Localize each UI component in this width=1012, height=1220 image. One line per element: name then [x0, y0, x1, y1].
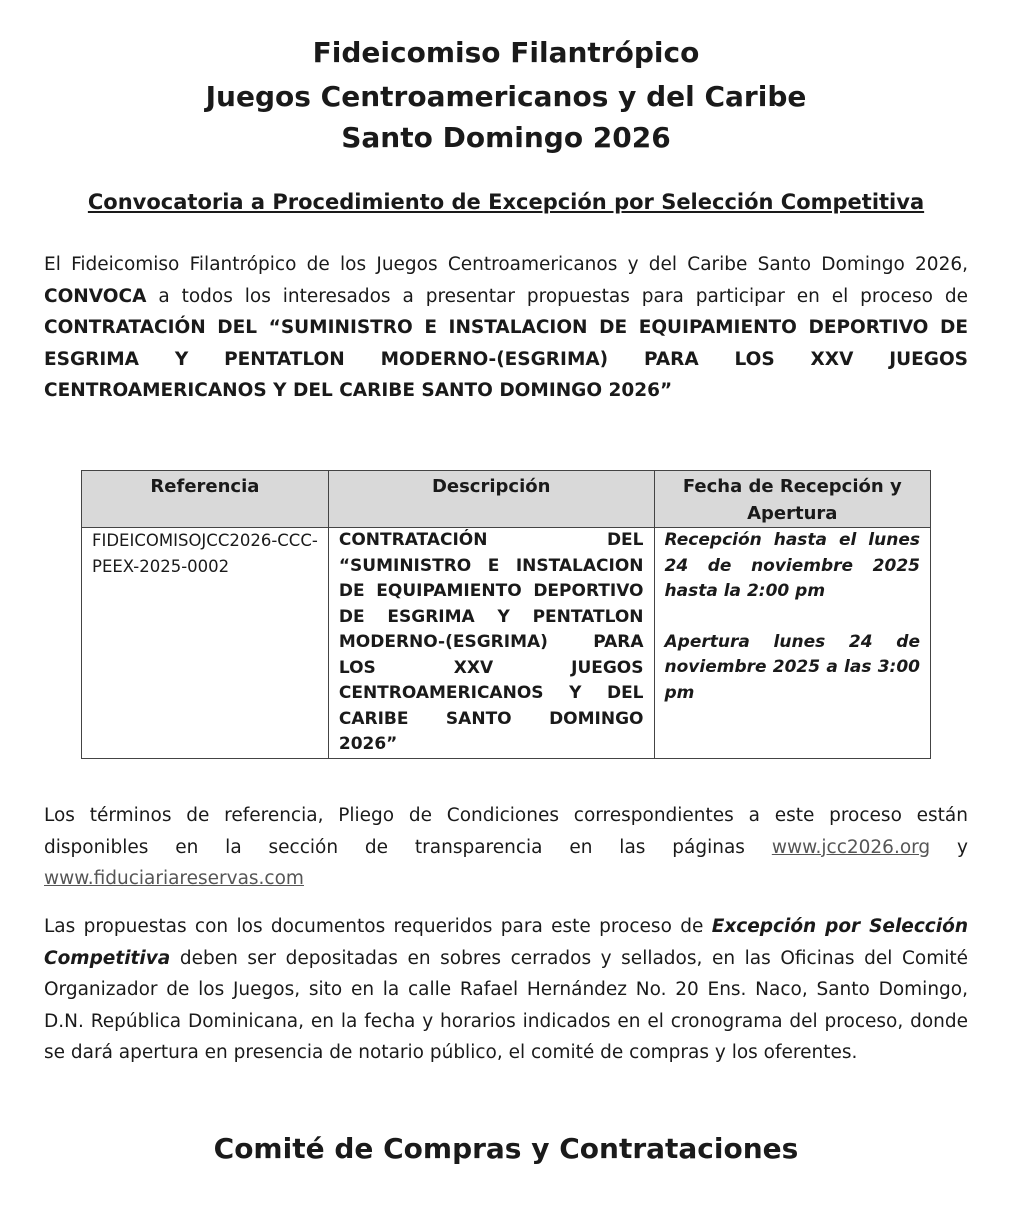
header-title-line-3: Santo Domingo 2026 [341, 121, 671, 154]
proposals-paragraph [44, 911, 968, 1069]
intro-paragraph [44, 249, 968, 407]
intro-text-2: a todos los interesados a presentar propuestas para participar en el proceso de [146, 285, 968, 307]
terms-paragraph [44, 800, 968, 895]
header-title-line-1: Fideicomiso Filantrópico [312, 36, 700, 69]
table-header-reference: Referencia [82, 471, 329, 528]
reference-cell: FIDEICOMISOJCC2026-CCC-PEEX-2025-0002 [82, 528, 329, 759]
proposals-emphasis: Excepción por Selección Competitiva [44, 916, 968, 969]
committee-signature: Comité de Compras y Contrataciones [213, 1132, 799, 1165]
intro-convoca: CONVOCA [44, 285, 147, 307]
link-jcc2026[interactable]: www.jcc2026.org [771, 836, 931, 858]
table-header-description: Descripción [328, 471, 654, 528]
link-fiduciaria-reservas[interactable]: www.fiduciariareservas.com [44, 868, 304, 889]
proposals-text-1: Las propuestas con los documentos requeridos para este proceso de [44, 916, 712, 937]
intro-text-1: El Fideicomiso Filantrópico de los Juegos Centroamericanos y del Caribe Santo Domingo 2026, [44, 254, 968, 275]
table-header-dates: Fecha de Recepción y Apertura [654, 471, 930, 528]
header-title-line-2: Juegos Centroamericanos y del Caribe [205, 80, 807, 113]
table-row [82, 528, 931, 759]
proposals-text-2: deben ser depositadas en sobres cerrados y sellados, en las Oficinas del Comité Organizador de los Juegos, sito en la calle Rafael Hernández No. 20 Ens. Naco, Santo Domingo, D.N. República Dominicana, en la fecha y horarios indicados en el cronograma del proceso, donde se dará apertura en presencia de notario público, el comité de compras y los oferentes. [44, 947, 968, 1063]
reception-date: Recepción hasta el lunes 24 de noviembre 2025 hasta la 2:00 pm [664, 530, 920, 601]
description-cell: CONTRATACIÓN DEL “SUMINISTRO E INSTALACION DE EQUIPAMIENTO DEPORTIVO DE ESGRIMA Y PENTATLON MODERNO-(ESGRIMA) PARA LOS XXV JUEGOS CENTROAMERICANOS Y DEL CARIBE SANTO DOMINGO 2026” [328, 528, 654, 759]
table-header-row [82, 471, 931, 528]
opening-date: Apertura lunes 24 de noviembre 2025 a las 3:00 pm [664, 631, 920, 703]
dates-cell [654, 528, 930, 759]
intro-contract-title: CONTRATACIÓN DEL “SUMINISTRO E INSTALACION DE EQUIPAMIENTO DEPORTIVO DE ESGRIMA Y PENTATLON MODERNO-(ESGRIMA) PARA LOS XXV JUEGOS CENTROAMERICANOS Y DEL CARIBE SANTO DOMINGO 2026” [44, 317, 968, 401]
terms-text: Los términos de referencia, Pliego de Condiciones correspondientes a este proceso están disponibles en la sección de transparencia en las páginas [44, 805, 968, 858]
document-subtitle: Convocatoria a Procedimiento de Excepción por Selección Competitiva [87, 190, 925, 214]
terms-connector: y [930, 836, 968, 858]
reference-table [81, 470, 931, 759]
